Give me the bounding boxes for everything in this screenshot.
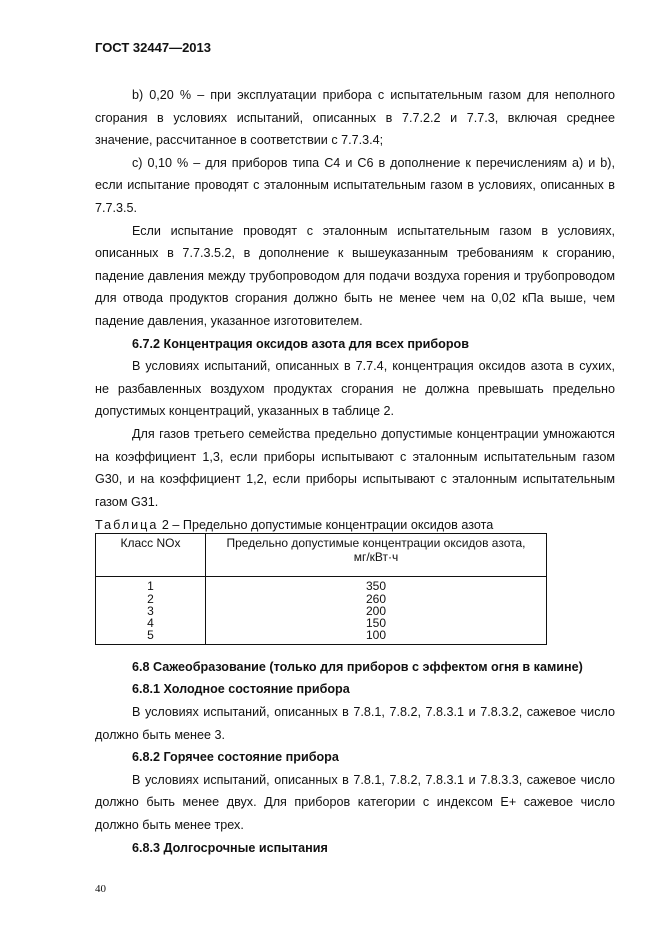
paragraph-third-family: Для газов третьего семейства предельно допустимые концентрации умножаются на коэффициент 1,3, если приборы испытывают с эталонным испытательным газом G30, и на коэффициент 1,2, если приборы испытывают с эталонным испытательным газом G31.	[95, 426, 615, 509]
column-header-limit	[206, 534, 547, 577]
cell-class: 2	[96, 593, 206, 605]
cell-limit: 100	[206, 629, 547, 644]
column-header-class: Класс NOx	[96, 534, 206, 577]
section-heading-6-8-3: 6.8.3 Долгосрочные испытания	[132, 840, 328, 855]
paragraph-nox-limits: В условиях испытаний, описанных в 7.7.4, концентрация оксидов азота в сухих, не разбавленных воздухом продуктах сгорания не должна превышать предельно допустимых концентраций, указанных в таблице 2.	[95, 359, 615, 419]
table-caption	[95, 517, 615, 533]
list-item-c: c) 0,10 % – для приборов типа C4 и C6 в дополнение к перечислениям а) и b), если испытание проводят с эталонным испытательным газом в условиях, описанных в 7.7.3.5.	[95, 155, 615, 215]
table-caption-title: 2 – Предельно допустимые концентрации оксидов азота	[158, 518, 494, 533]
cell-limit: 260	[206, 593, 547, 605]
table-row	[96, 629, 547, 644]
section-heading-6-8: 6.8 Сажеобразование (только для приборов с эффектом огня в камине)	[132, 659, 583, 674]
page-number: 40	[95, 883, 106, 895]
list-item-b: b) 0,20 % – при эксплуатации прибора с испытательным газом для неполного сгорания в условиях испытаний, описанных в 7.7.2.2 и 7.7.3, включая среднее значение, рассчитанное в соответствии с 7.7.3.4;	[95, 88, 615, 148]
cell-limit: 150	[206, 617, 547, 629]
table-row	[96, 617, 547, 629]
cell-class: 4	[96, 617, 206, 629]
cell-limit: 200	[206, 605, 547, 617]
section-heading-6-8-1: 6.8.1 Холодное состояние прибора	[132, 682, 350, 697]
column-header-limit-title: Предельно допустимые концентрации оксидов азота,	[226, 536, 526, 551]
section-heading-6-7-2: 6.7.2 Концентрация оксидов азота для всех приборов	[132, 336, 469, 351]
column-header-limit-unit: мг/кВт·ч	[353, 550, 399, 565]
cell-limit: 350	[206, 577, 547, 593]
body-text	[95, 84, 615, 859]
paragraph-pressure-drop: Если испытание проводят с эталонным испытательным газом в условиях, описанных в 7.7.3.5.2, в дополнение к вышеуказанным требованиям к сгоранию, падение давления между трубопроводом для подачи воздуха горения и трубопроводом для отвода продуктов сгорания должно быть не менее чем на 0,02 кПа выше, чем падение давления, указанное изготовителем.	[95, 223, 615, 328]
section-heading-6-8-2: 6.8.2 Горячее состояние прибора	[132, 750, 339, 765]
table-row	[96, 593, 547, 605]
cell-class: 3	[96, 605, 206, 617]
table-caption-word: Таблица	[95, 518, 159, 533]
table-row	[96, 577, 547, 593]
table-header-row	[96, 534, 547, 577]
cell-class: 1	[96, 577, 206, 593]
cell-class: 5	[96, 629, 206, 644]
document-header: ГОСТ 32447—2013	[95, 40, 211, 55]
nox-limits-table	[95, 533, 547, 644]
table-row	[96, 605, 547, 617]
paragraph-cold-state: В условиях испытаний, описанных в 7.8.1, 7.8.2, 7.8.3.1 и 7.8.3.2, сажевое число должно быть менее 3.	[95, 704, 615, 742]
paragraph-hot-state: В условиях испытаний, описанных в 7.8.1, 7.8.2, 7.8.3.1 и 7.8.3.3, сажевое число должно быть менее двух. Для приборов категории с индексом Е+ сажевое число должно быть менее трех.	[95, 772, 615, 832]
section-6-8	[95, 656, 615, 859]
